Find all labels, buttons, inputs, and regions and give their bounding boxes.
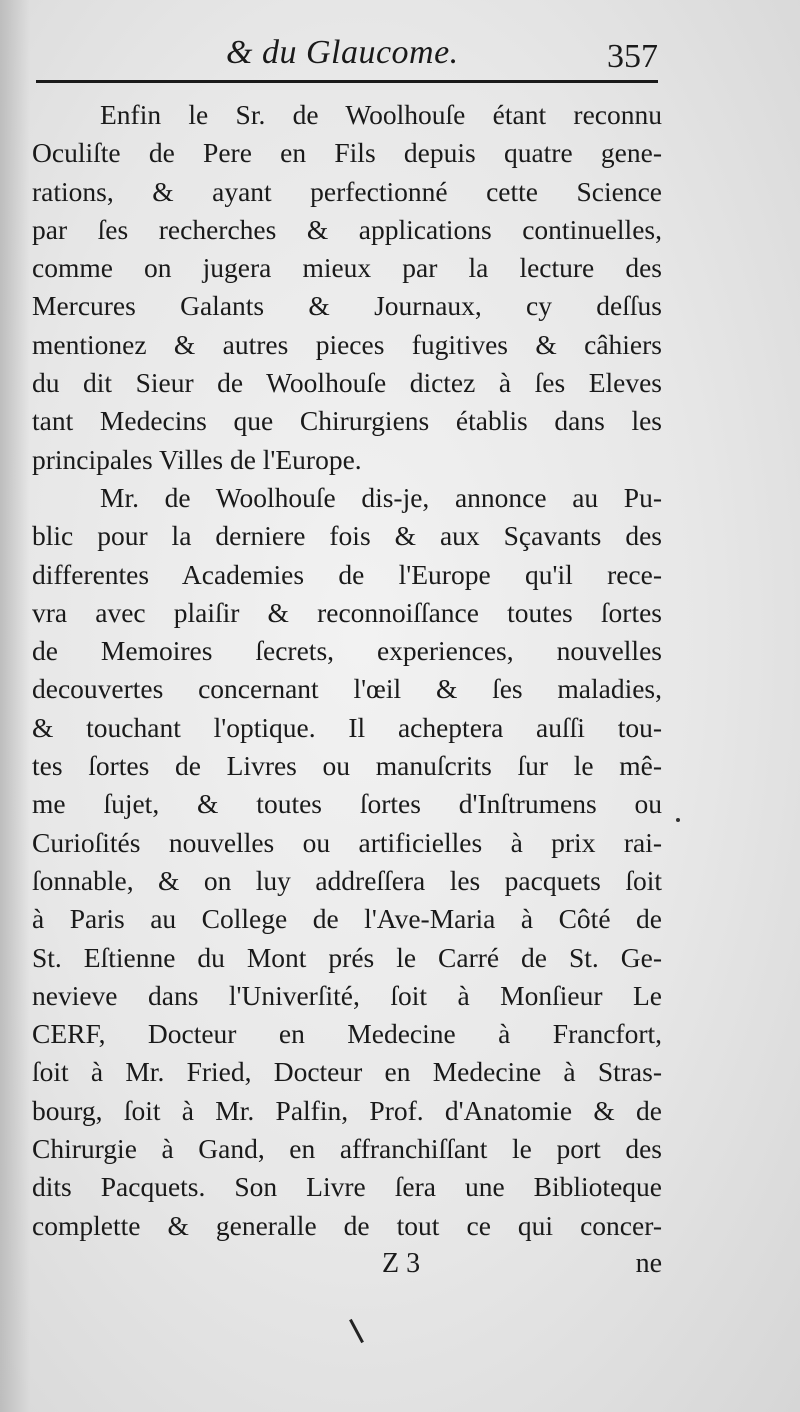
text-line: complette & generalle de tout ce qui concer- bbox=[32, 1209, 662, 1241]
page-footer bbox=[36, 1248, 662, 1292]
text-line: nevieve dans l'Univerſité, ſoit à Monſieur Le bbox=[32, 979, 662, 1011]
text-line: Curioſités nouvelles ou artificielles à prix rai- bbox=[32, 826, 662, 858]
text-line: dits Pacquets. Son Livre ſera une Biblioteque bbox=[32, 1171, 662, 1203]
ink-stroke bbox=[349, 1319, 364, 1343]
text-line: Mr. de Woolhouſe dis-je, annonce au Pu- bbox=[100, 481, 662, 513]
text-line: ſoit à Mr. Fried, Docteur en Medecine à Stras- bbox=[32, 1056, 662, 1088]
text-line: principales Villes de l'Europe. bbox=[32, 443, 362, 475]
text-line: CERF, Docteur en Medecine à Francfort, bbox=[32, 1018, 662, 1050]
text-line: ſonnable, & on luy addreſſera les pacquets ſoit bbox=[32, 864, 662, 896]
text-line: vra avec plaiſir & reconnoiſſance toutes ſortes bbox=[32, 596, 662, 628]
catchword: ne bbox=[635, 1248, 662, 1279]
running-title: & du Glaucome. bbox=[226, 34, 459, 71]
text-line: Enfin le Sr. de Woolhouſe étant reconnu bbox=[100, 99, 662, 130]
text-line: tant Medecins que Chirurgiens établis dans les bbox=[32, 405, 662, 437]
text-line: & touchant l'optique. Il acheptera auſſi tou- bbox=[32, 711, 662, 743]
page-header bbox=[36, 28, 658, 80]
signature-mark: Z 3 bbox=[382, 1248, 421, 1279]
page-number: 357 bbox=[607, 38, 658, 75]
body-text bbox=[32, 96, 662, 1245]
text-line: Oculiſte de Pere en Fils depuis quatre gene- bbox=[32, 137, 662, 169]
text-line: du dit Sieur de Woolhouſe dictez à ſes Eleves bbox=[32, 367, 662, 399]
text-line: me ſujet, & toutes ſortes d'Inſtrumens ou bbox=[32, 788, 662, 820]
text-line: Chirurgie à Gand, en affranchiſſant le port des bbox=[32, 1133, 662, 1165]
header-rule bbox=[36, 80, 658, 83]
text-line: rations, & ayant perfectionné cette Science bbox=[32, 175, 662, 207]
text-line: de Memoires ſecrets, experiences, nouvelles bbox=[32, 635, 662, 667]
page-gutter-shadow bbox=[0, 0, 30, 1412]
text-line: decouvertes concernant l'œil & ſes maladies, bbox=[32, 673, 662, 705]
text-line: differentes Academies de l'Europe qu'il rece- bbox=[32, 558, 662, 590]
ink-speck bbox=[676, 818, 680, 822]
text-line: à Paris au College de l'Ave-Maria à Côté de bbox=[32, 903, 662, 935]
text-line: bourg, ſoit à Mr. Palfin, Prof. d'Anatomie & de bbox=[32, 1094, 662, 1126]
text-line: mentionez & autres pieces fugitives & câhiers bbox=[32, 328, 662, 360]
text-line: par ſes recherches & applications continuelles, bbox=[32, 213, 662, 245]
text-line: St. Eſtienne du Mont prés le Carré de St. Ge- bbox=[32, 941, 662, 973]
text-line: tes ſortes de Livres ou manuſcrits ſur le mê- bbox=[32, 750, 662, 782]
text-line: Mercures Galants & Journaux, cy deſſus bbox=[32, 290, 662, 322]
text-line: comme on jugera mieux par la lecture des bbox=[32, 252, 662, 284]
text-line: blic pour la derniere fois & aux Sçavants des bbox=[32, 520, 662, 552]
